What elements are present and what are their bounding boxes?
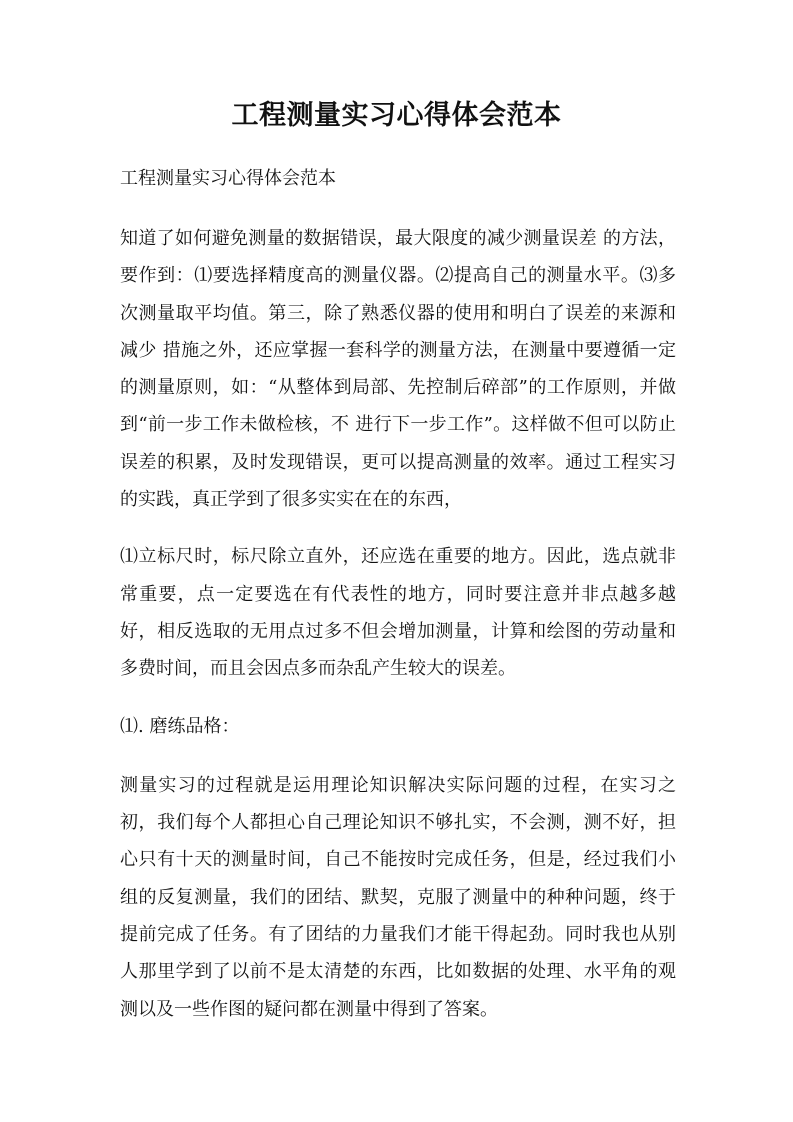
paragraph-measurement-methods: 知道了如何避免测量的数据错误，最大限度的减少测量误差 的方法，要作到：⑴要选择精度高的测量仪器。⑵提高自己的测量水平。⑶多次测量取平均值。第三，除了熟悉仪器的使用和明白了误差的来源和减少 措施之外，还应掌握一套科学的测量方法，在测量中要遵循一定的测量原则，如：“从整体到局部、先控制后碎部”的工作原则，并做到“前一步工作未做检核，不 进行下一步工作”。这样做不但可以防止误差的积累，及时发现错误，更可以提高测量的效率。通过工程实习的实践，真正学到了很多实实在在的东西， [120, 228, 676, 511]
paragraph-practice-process: 测量实习的过程就是运用理论知识解决实际问题的过程，在实习之初，我们每个人都担心自己理论知识不够扎实，不会测，测不好，担心只有十天的测量时间，自己不能按时完成任务，但是，经过我们小组的反复测量，我们的团结、默契，克服了测量中的种种问题，终于提前完成了任务。有了团结的力量我们才能干得起劲。同时我也从别人那里学到了以前不是太清楚的东西，比如数据的处理、水平角的观测以及一些作图的疑问都在测量中得到了答案。 [120, 774, 676, 1020]
paragraph-staff-placement: ⑴立标尺时，标尺除立直外，还应选在重要的地方。因此，选点就非常重要，点一定要选在有代表性的地方，同时要注意并非点越多越好，相反选取的无用点过多不但会增加测量，计算和绘图的劳动量和多费时间，而且会因点多而杂乱产生较大的误差。 [120, 546, 676, 680]
document-title: 工程测量实习心得体会范本 [231, 100, 562, 131]
document-subtitle: 工程测量实习心得体会范本 [120, 168, 336, 189]
paragraph-heading-character: ⑴. 磨练品格： [120, 715, 240, 737]
document-body [120, 160, 676, 1048]
